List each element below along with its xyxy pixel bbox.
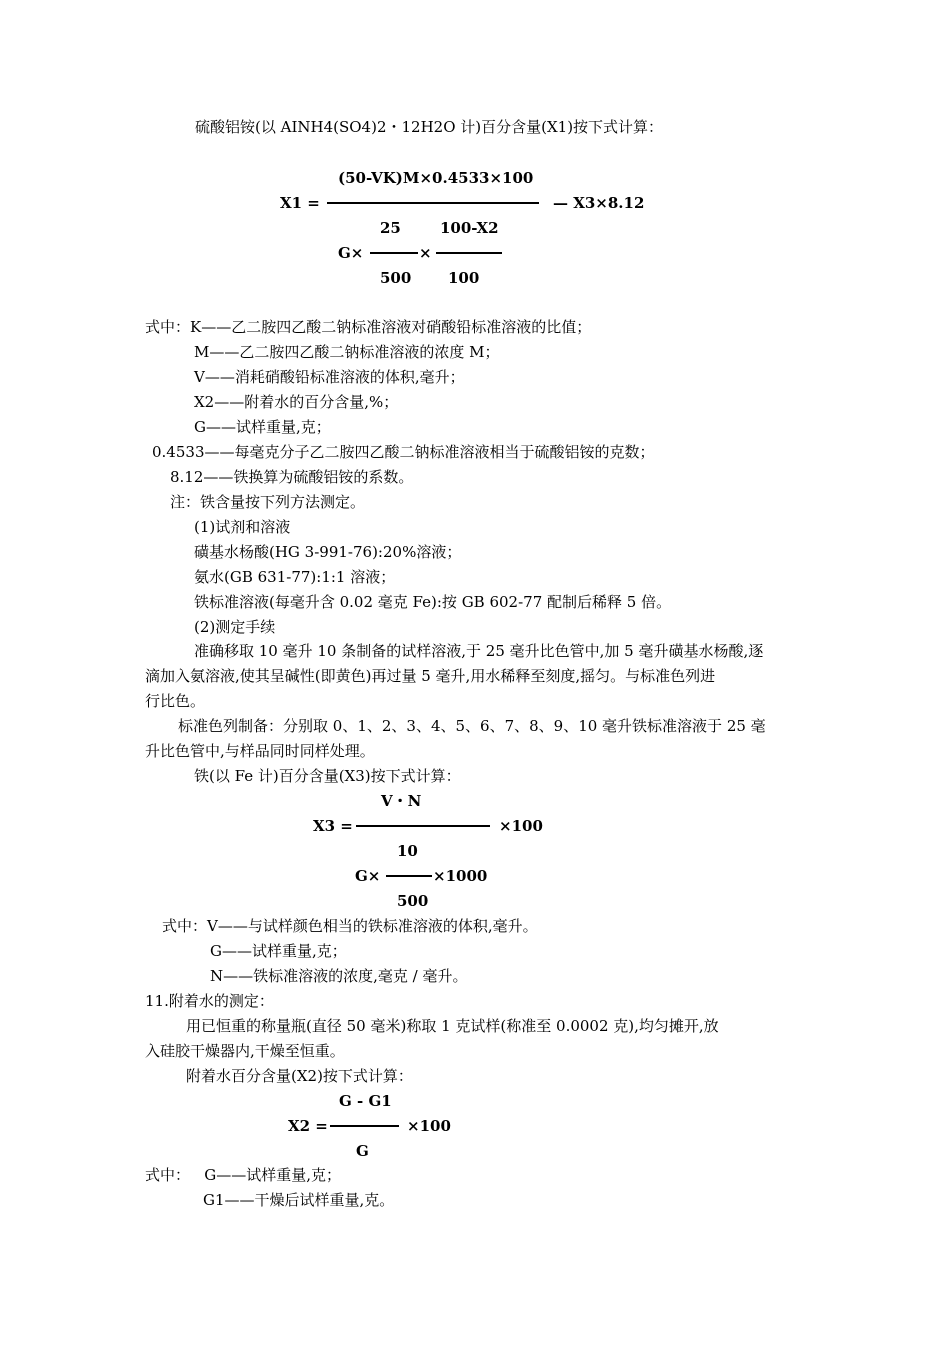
formula2-inner-mid: G× [355,867,381,885]
formula1-inner-bar-left [370,252,418,254]
formula2-inner-top: 10 [397,842,418,860]
formula1-inner-bot-left: 500 [380,269,412,287]
note-text: 注：铁含量按下列方法测定。 [170,493,366,511]
def2-line: 式中：V——与试样颜色相当的铁标准溶液的体积,毫升。 [162,917,538,935]
def1-line: X2——附着水的百分含量,%； [194,393,399,411]
formula1-inner-bot-right: 100 [448,269,480,287]
formula1-inner-top-left: 25 [380,219,401,237]
standard-line: 标准色列制备：分别取 0、1、2、3、4、5、6、7、8、9、10 毫升铁标准溶液于 25 毫 [178,717,766,735]
formula3-denominator: G [356,1142,369,1160]
reagent-item: 磺基水杨酸(HG 3-991-76):20%溶液； [194,543,462,561]
reagents-title: (1)试剂和溶液 [194,518,291,536]
def1-line: G——试样重量,克； [194,418,331,436]
formula2-lhs: X3 = [313,817,353,835]
procedure-line: 滴加入氨溶液,使其呈碱性(即黄色)再过量 5 毫升,用水稀释至刻度,摇匀。与标准色列进 [145,667,716,685]
def1-line: 式中：K——乙二胺四乙酸二钠标准溶液对硝酸铅标准溶液的比值； [145,318,592,336]
standard-line: 升比色管中,与样品同时同样处理。 [145,742,375,760]
procedure-title: (2)测定手续 [194,618,276,636]
formula2-inner-tail: ×1000 [433,867,488,885]
formula2-fraction-bar [356,825,490,827]
def3-line: 式中： G——试样重量,克； [145,1166,342,1184]
def1-line: 0.4533——每毫克分子乙二胺四乙酸二钠标准溶液相当于硫酸铝铵的克数； [152,443,655,461]
formula3-fraction-bar [330,1125,399,1127]
def3-line: G1——干燥后试样重量,克。 [203,1191,395,1209]
formula1-lhs: X1 = [280,194,320,212]
formula3-numerator: G - G1 [339,1092,392,1110]
formula2-inner-bot: 500 [397,892,429,910]
def2-line: N——铁标准溶液的浓度,毫克 / 毫升。 [210,967,468,985]
formula3-tail: ×100 [407,1117,451,1135]
formula1-tail: — X3×8.12 [553,194,645,212]
formula2-tail: ×100 [499,817,543,835]
section-11-heading: 11.附着水的测定： [145,992,274,1010]
formula1-numerator: (50-VK)M×0.4533×100 [338,169,534,187]
formula2-inner-bar [386,875,432,877]
water-intro: 附着水百分含量(X2)按下式计算： [186,1067,413,1085]
reagent-item: 铁标准溶液(每毫升含 0.02 毫克 Fe):按 GB 602-77 配制后稀释 5 倍。 [194,593,672,611]
formula1-inner-times: × [419,244,432,262]
def1-line: M——乙二胺四乙酸二钠标准溶液的浓度 M； [194,343,500,361]
formula1-inner-bar-right [436,252,502,254]
reagent-item: 氨水(GB 631-77):1:1 溶液； [194,568,396,586]
iron-intro: 铁(以 Fe 计)百分含量(X3)按下式计算： [194,767,461,785]
procedure-line: 行比色。 [145,692,206,710]
formula1-fraction-bar [327,202,539,204]
formula3-lhs: X2 = [288,1117,328,1135]
intro-text: 硫酸铝铵(以 AINH4(SO4)2・12H2O 计)百分含量(X1)按下式计算： [195,118,664,136]
section-11-line: 用已恒重的称量瓶(直径 50 毫米)称取 1 克试样(称准至 0.0002 克),均匀摊开,放 [186,1017,719,1035]
section-11-line: 入硅胶干燥器内,干燥至恒重。 [145,1042,345,1060]
procedure-line: 准确移取 10 毫升 10 条制备的试样溶液,于 25 毫升比色管中,加 5 毫升磺基水杨酸,逐 [194,642,764,660]
formula2-numerator: V・N [381,792,422,810]
def2-line: G——试样重量,克； [210,942,347,960]
def1-line: V——消耗硝酸铅标准溶液的体积,毫升； [194,368,465,386]
formula1-inner-top-right: 100-X2 [440,219,499,237]
formula1-inner-mid: G× [338,244,364,262]
def1-line: 8.12——铁换算为硫酸铝铵的系数。 [170,468,414,486]
